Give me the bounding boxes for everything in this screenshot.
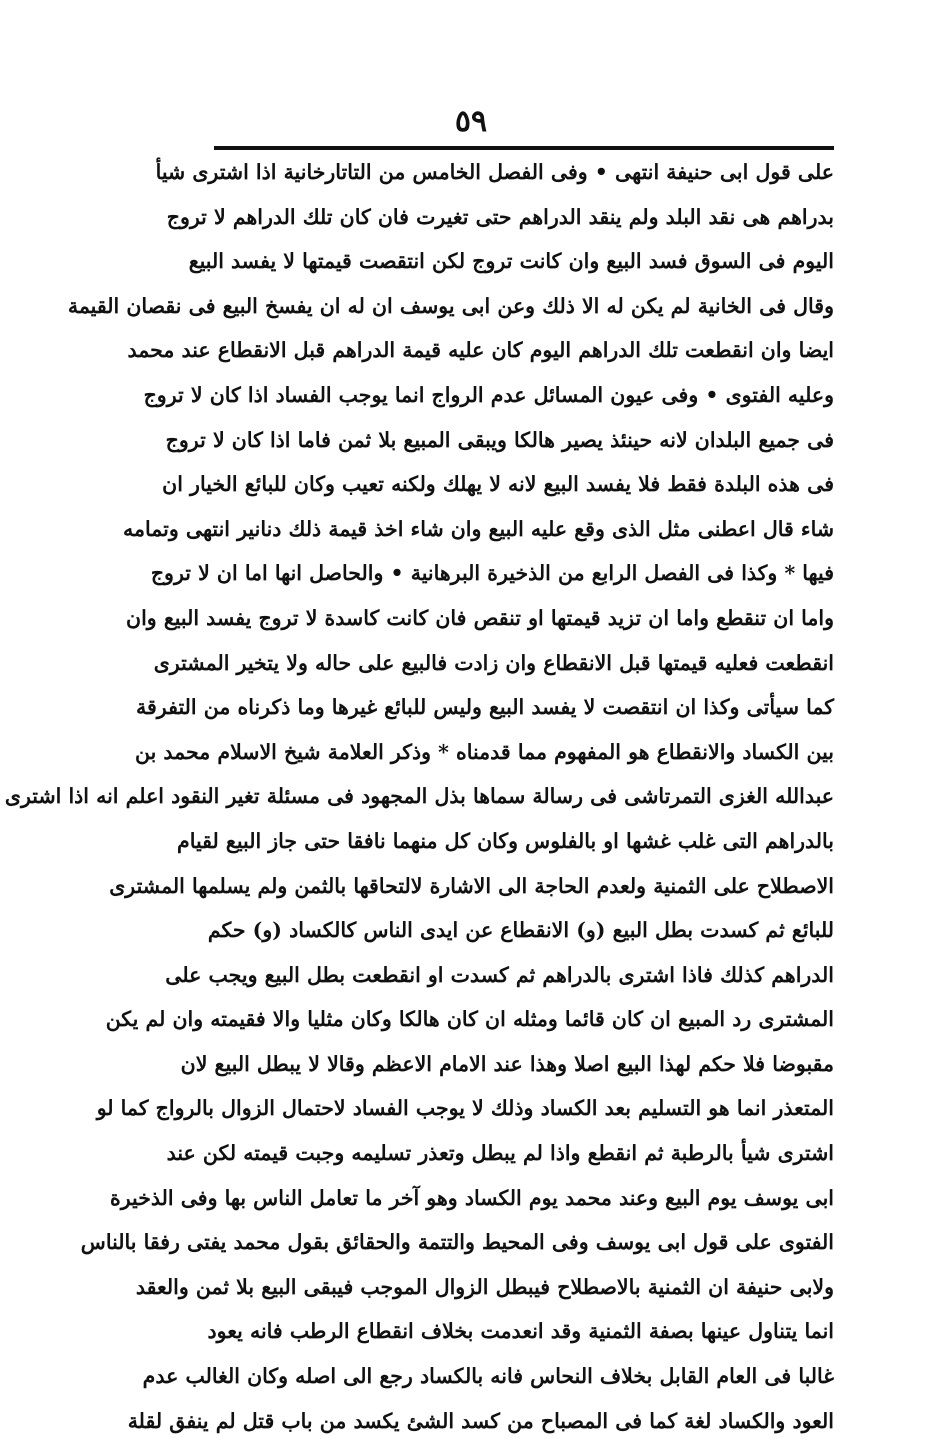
- text-line: فى هذه البلدة فقط فلا يفسد البيع لانه لا يهلك ولكنه تعيب وكان للبائع الخيار ان: [162, 472, 834, 497]
- text-line: بالدراهم التى غلب غشها او بالفلوس وكان كل منهما نافقا حتى جاز البيع لقيام: [177, 828, 834, 853]
- text-line: فيها * وكذا فى الفصل الرابع من الذخيرة البرهانية • والحاصل انها اما ان لا تروج: [150, 561, 834, 586]
- text-line: وقال فى الخانية لم يكن له الا ذلك وعن ابى يوسف ان له ان يفسخ البيع فى نقصان القيمة: [67, 293, 834, 318]
- text-line: الفتوى على قول ابى يوسف وفى المحيط والتتمة والحقائق بقول محمد يفتى رفقا بالناس: [80, 1230, 834, 1255]
- text-line: مقبوضا فلا حكم لهذا البيع اصلا وهذا عند الامام الاعظم وقالا لا يبطل البيع لان: [180, 1051, 834, 1076]
- text-line: المشترى رد المبيع ان كان قائما ومثله ان كان هالكا وكان مثليا والا فقيمته وان لم يكن: [105, 1007, 834, 1032]
- text-line: اشترى شيأ بالرطبة ثم انقطع واذا لم يبطل وتعذر تسليمه وجبت قيمته لكن عند: [166, 1141, 834, 1166]
- text-line: للبائع ثم كسدت بطل البيع (و) الانقطاع عن ايدى الناس كالكساد (و) حكم: [207, 918, 834, 943]
- text-line: ولابى حنيفة ان الثمنية بالاصطلاح فيبطل الزوال الموجب فيبقى البيع بلا ثمن والعقد: [135, 1274, 834, 1299]
- text-line: اليوم فى السوق فسد البيع وان كانت تروج لكن انتقصت قيمتها لا يفسد البيع: [188, 249, 834, 274]
- text-line: الدراهم كذلك فاذا اشترى بالدراهم ثم كسدت او انقطعت بطل البيع ويجب على: [165, 962, 834, 987]
- text-line: الاصطلاح على الثمنية ولعدم الحاجة الى الاشارة لالتحاقها بالثمن ولم يسلمها المشترى: [109, 873, 834, 898]
- text-line: العود والكساد لغة كما فى المصباح من كسد الشئ يكسد من باب قتل لم ينفق لقلة: [127, 1408, 834, 1433]
- text-line: المتعذر انما هو التسليم بعد الكساد وذلك لا يوجب الفساد لاحتمال الزوال بالرواج كما لو: [96, 1096, 834, 1121]
- text-line: عبدالله الغزى التمرتاشى فى رسالة سماها بذل المجهود فى مسئلة تغير النقود اعلم انه اذا اشترى: [4, 784, 834, 809]
- body-text: [4, 150, 834, 1443]
- text-line: بدراهم هى نقد البلد ولم ينقد الدراهم حتى تغيرت فان كان تلك الدراهم لا تروج: [166, 204, 834, 229]
- text-line: بين الكساد والانقطاع هو المفهوم مما قدمناه * وذكر العلامة شيخ الاسلام محمد بن: [134, 739, 834, 764]
- text-line: ابى يوسف يوم البيع وعند محمد يوم الكساد وهو آخر ما تعامل الناس بها وفى الذخيرة: [109, 1185, 834, 1210]
- text-line: فى جميع البلدان لانه حينئذ يصير هالكا ويبقى المبيع بلا ثمن فاما اذا كان لا تروج: [165, 427, 834, 452]
- text-line: على قول ابى حنيفة انتهى • وفى الفصل الخامس من التاتارخانية اذا اشترى شيأ: [155, 160, 834, 184]
- text-line: غالبا فى العام القابل بخلاف النحاس فانه بالكساد رجع الى اصله وكان الغالب عدم: [142, 1364, 834, 1389]
- text-line: انقطعت فعليه قيمتها قبل الانقطاع وان زادت فالبيع على حاله ولا يتخير المشترى: [153, 650, 834, 675]
- text-line: ايضا وان انقطعت تلك الدراهم اليوم كان عليه قيمة الدراهم قبل الانقطاع عند محمد: [127, 338, 834, 363]
- text-line: انما يتناول عينها بصفة الثمنية وقد انعدمت بخلاف انقطاع الرطب فانه يعود: [207, 1319, 834, 1344]
- text-line: كما سيأتى وكذا ان انتقصت لا يفسد البيع وليس للبائع غيرها وما ذكرناه من التفرقة: [136, 695, 834, 720]
- text-line: شاء قال اعطنى مثل الذى وقع عليه البيع وان شاء اخذ قيمة ذلك دنانير انتهى وتمامه: [123, 516, 834, 541]
- page-number: ٥٩: [454, 104, 488, 139]
- text-line: وعليه الفتوى • وفى عيون المسائل عدم الرواج انما يوجب الفساد اذا كان لا تروج: [143, 382, 834, 407]
- text-line: واما ان تنقطع واما ان تزيد قيمتها او تنقص فان كانت كاسدة لا تروج يفسد البيع وان: [126, 605, 834, 630]
